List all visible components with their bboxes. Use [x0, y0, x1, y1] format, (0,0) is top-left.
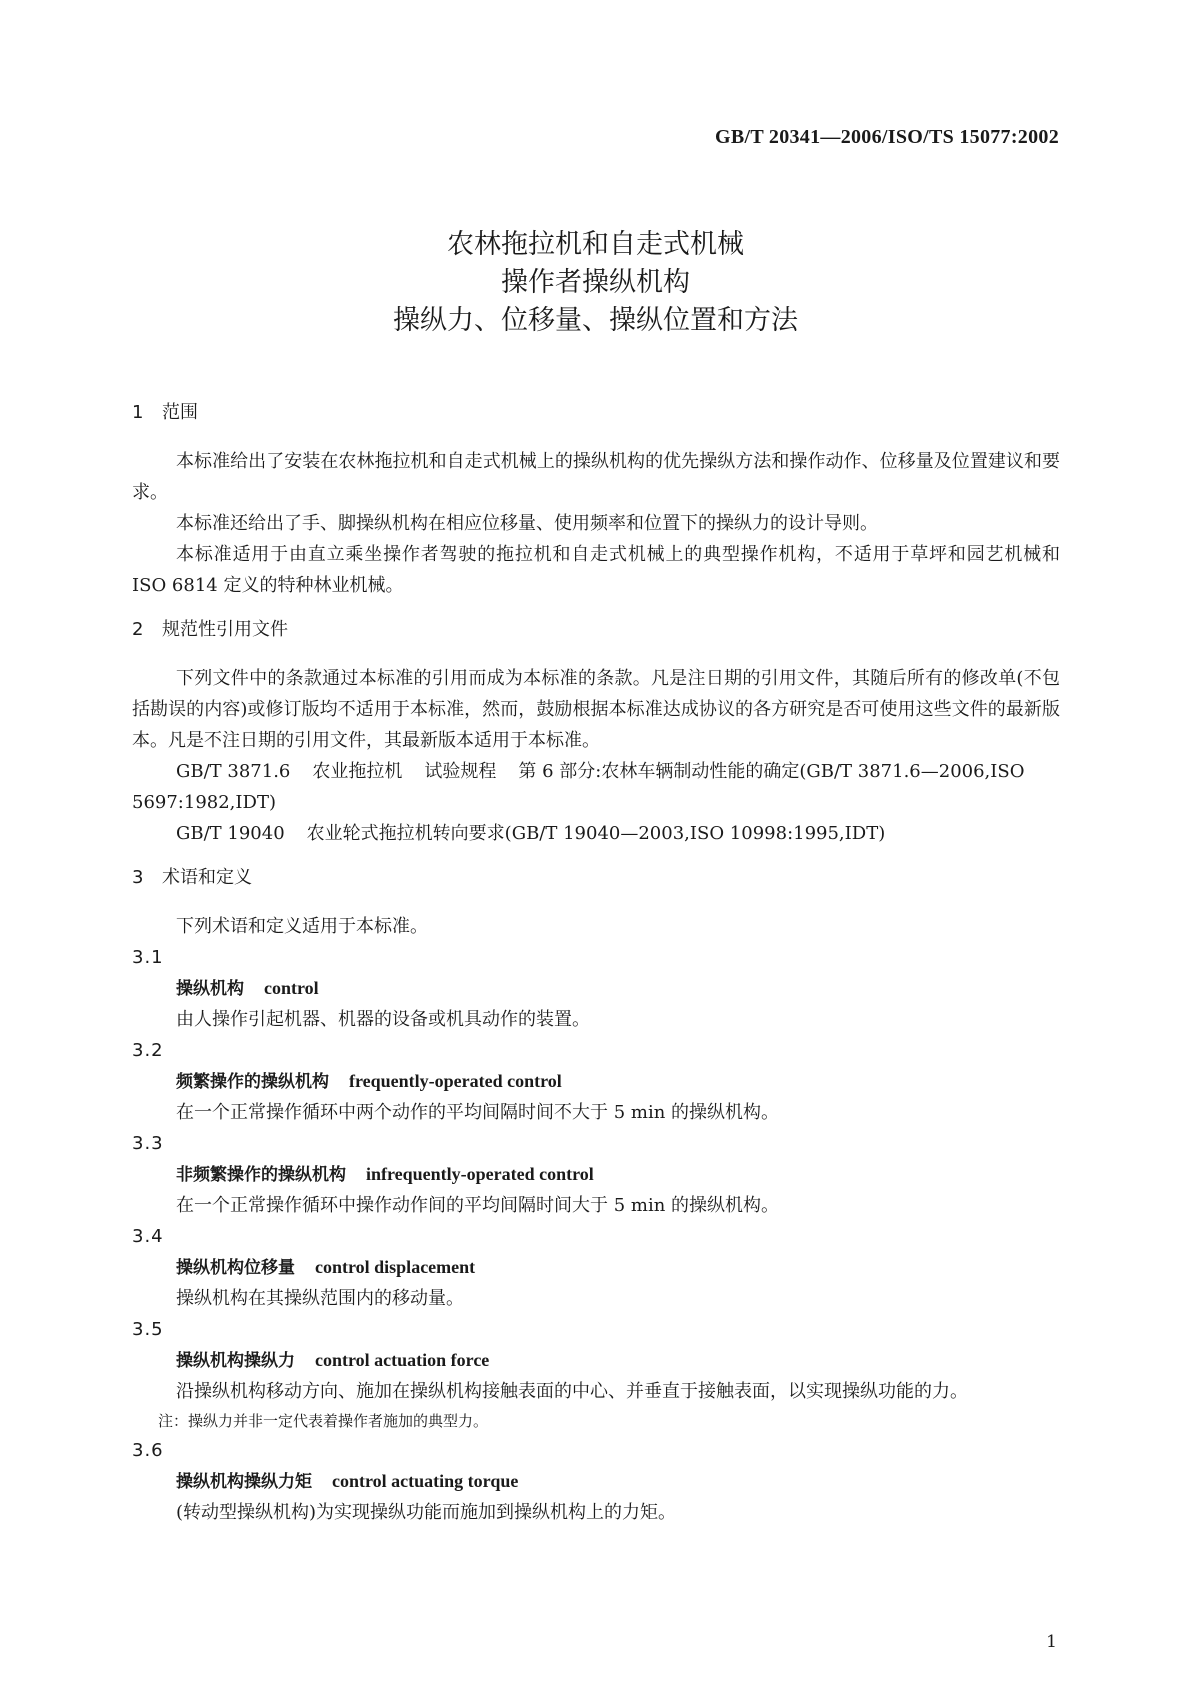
page-number: 1	[1046, 1632, 1057, 1652]
reference-detail: 第 6 部分:农林车辆制动性能的确定(GB/T 3871.6—2006,ISO 5697:1982,IDT)	[132, 761, 1025, 813]
reference-detail: 农业轮式拖拉机转向要求(GB/T 19040—2003,ISO 10998:1995,IDT)	[306, 823, 886, 844]
term-entry	[132, 1035, 1060, 1128]
term-definition: 沿操纵机构移动方向、施加在操纵机构接触表面的中心、并垂直于接触表面，以实现操纵功能的力。	[176, 1381, 968, 1402]
term-entry	[132, 1314, 1060, 1435]
section-title: 范围	[162, 402, 198, 423]
term-en: control actuating torque	[332, 1471, 519, 1491]
scope-paragraph-1: 本标准给出了安装在农林拖拉机和自走式机械上的操纵机构的优先操纵方法和操作动作、位移量及位置建议和要求。	[132, 451, 1060, 503]
document-title	[0, 226, 1191, 340]
term-en: infrequently-operated control	[366, 1164, 594, 1184]
section-title: 规范性引用文件	[162, 619, 288, 640]
section-number: 3	[132, 867, 144, 888]
term-zh: 频繁操作的操纵机构	[176, 1072, 329, 1092]
term-number: 3.2	[132, 1040, 164, 1061]
term-entry	[132, 942, 1060, 1035]
scope-paragraph-2: 本标准还给出了手、脚操纵机构在相应位移量、使用频率和位置下的操纵力的设计导则。	[176, 513, 878, 534]
term-name	[176, 1345, 1060, 1376]
term-number: 3.5	[132, 1319, 164, 1340]
term-definition: 操纵机构在其操纵范围内的移动量。	[176, 1288, 464, 1309]
term-name	[176, 1252, 1060, 1283]
term-zh: 操纵机构操纵力矩	[176, 1472, 312, 1492]
reference-part: 试验规程	[424, 761, 497, 782]
term-en: control	[264, 978, 319, 998]
section-number: 2	[132, 619, 144, 640]
title-line-2: 操作者操纵机构	[501, 267, 690, 298]
term-number: 3.3	[132, 1133, 164, 1154]
term-entry	[132, 1435, 1060, 1528]
standard-number: GB/T 20341—2006/ISO/TS 15077:2002	[714, 126, 1059, 148]
section-heading-normative-references	[132, 615, 1060, 645]
section-heading-scope	[132, 398, 1060, 428]
reference-code: GB/T 19040	[176, 823, 285, 844]
document-body	[132, 398, 1060, 1528]
term-definition: 由人操作引起机器、机器的设备或机具动作的装置。	[176, 1009, 590, 1030]
title-line-3: 操纵力、位移量、操纵位置和方法	[393, 305, 798, 336]
reference-item-2	[132, 818, 1060, 849]
term-zh: 操纵机构操纵力	[176, 1351, 295, 1371]
term-name	[176, 1159, 1060, 1190]
term-entry	[132, 1221, 1060, 1314]
term-en: frequently-operated control	[349, 1071, 562, 1091]
term-zh: 非频繁操作的操纵机构	[176, 1165, 346, 1185]
reference-item-1	[132, 756, 1060, 818]
term-definition: 在一个正常操作循环中操作动作间的平均间隔时间大于 5 min 的操纵机构。	[176, 1195, 780, 1216]
term-note: 注：操纵力并非一定代表着操作者施加的典型力。	[158, 1412, 489, 1430]
section-number: 1	[132, 402, 144, 423]
term-zh: 操纵机构	[176, 979, 244, 999]
scope-paragraph-3: 本标准适用于由直立乘坐操作者驾驶的拖拉机和自走式机械上的典型操作机构，不适用于草坪和园艺机械和 ISO 6814 定义的特种林业机械。	[132, 544, 1060, 596]
term-number: 3.1	[132, 947, 164, 968]
title-line-1: 农林拖拉机和自走式机械	[447, 229, 744, 260]
term-name	[176, 973, 1060, 1004]
term-name	[176, 1466, 1060, 1497]
term-definition: 在一个正常操作循环中两个动作的平均间隔时间不大于 5 min 的操纵机构。	[176, 1102, 780, 1123]
section-heading-terms	[132, 863, 1060, 893]
term-entry	[132, 1128, 1060, 1221]
terms-intro: 下列术语和定义适用于本标准。	[176, 916, 428, 937]
reference-name: 农业拖拉机	[312, 761, 403, 782]
term-en: control actuation force	[315, 1350, 490, 1370]
term-definition: (转动型操纵机构)为实现操纵功能而施加到操纵机构上的力矩。	[176, 1502, 677, 1523]
term-number: 3.6	[132, 1440, 164, 1461]
term-zh: 操纵机构位移量	[176, 1258, 295, 1278]
term-en: control displacement	[315, 1257, 476, 1277]
term-number: 3.4	[132, 1226, 164, 1247]
references-paragraph: 下列文件中的条款通过本标准的引用而成为本标准的条款。凡是注日期的引用文件，其随后所有的修改单(不包括勘误的内容)或修订版均不适用于本标准，然而，鼓励根据本标准达成协议的各方研究是否可使用这些文件的最新版本。凡是不注日期的引用文件，其最新版本适用于本标准。	[132, 668, 1060, 751]
reference-code: GB/T 3871.6	[176, 761, 291, 782]
section-title: 术语和定义	[162, 867, 252, 888]
term-name	[176, 1066, 1060, 1097]
